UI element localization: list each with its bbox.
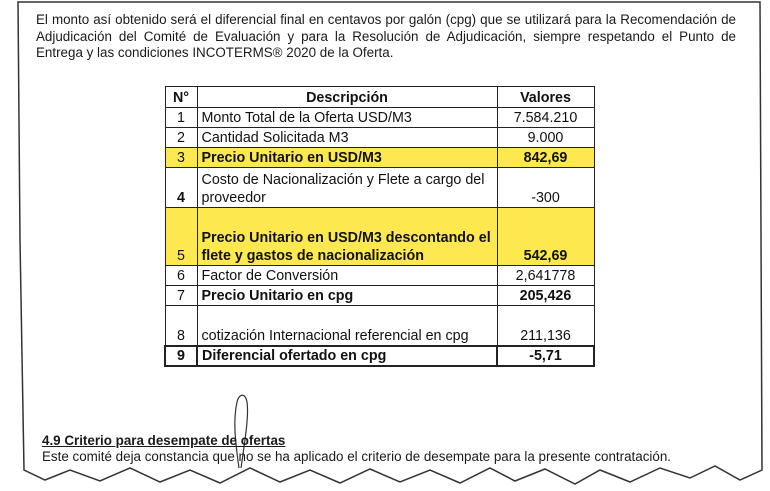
header-number: N° [165, 87, 197, 108]
row-value: 842,69 [497, 148, 594, 168]
table-row [165, 168, 594, 208]
row-number: 4 [165, 168, 197, 208]
table-row [165, 306, 594, 347]
row-value: 2,641778 [497, 266, 594, 286]
row-description: Precio Unitario en cpg [197, 286, 497, 306]
table-row-total [165, 346, 594, 366]
evaluation-table [164, 86, 595, 367]
table-row [165, 266, 594, 286]
row-value: 211,136 [497, 306, 594, 347]
section-body: Este comité deja constancia que no se ha aplicado el criterio de desempate para la presente contratación. [42, 449, 672, 464]
row-description: Cantidad Solicitada M3 [197, 128, 497, 148]
header-values: Valores [497, 87, 594, 108]
row-description: Costo de Nacionalización y Flete a cargo del proveedor [197, 168, 497, 208]
row-description: Factor de Conversión [197, 266, 497, 286]
table-row [165, 108, 594, 128]
row-number: 7 [165, 286, 197, 306]
table-row-highlighted [165, 208, 594, 266]
header-description: Descripción [197, 87, 497, 108]
row-number: 8 [165, 306, 197, 347]
row-number: 9 [165, 346, 197, 366]
section-title: 4.9 Criterio para desempate de ofertas [42, 433, 286, 448]
intro-paragraph: El monto así obtenido será el diferencial final en centavos por galón (cpg) que se utilizará para la Recomendación de Adjudicación del Comité de Evaluación y para la Resolución de Adjudicación, siempre respetando el Punto de Entrega y las condiciones INCOTERMS® 2020 de la Oferta. [36, 12, 736, 60]
table-row [165, 286, 594, 306]
row-description: Precio Unitario en USD/M3 [197, 148, 497, 168]
row-description: cotización Internacional referencial en cpg [197, 306, 497, 347]
row-number: 3 [165, 148, 197, 168]
row-number: 1 [165, 108, 197, 128]
table-row [165, 128, 594, 148]
row-value: -5,71 [497, 346, 594, 366]
row-value: 7.584.210 [497, 108, 594, 128]
row-description: Monto Total de la Oferta USD/M3 [197, 108, 497, 128]
row-value: -300 [497, 168, 594, 208]
row-description: Diferencial ofertado en cpg [197, 346, 497, 366]
row-value: 542,69 [497, 208, 594, 266]
table-row-highlighted [165, 148, 594, 168]
row-number: 5 [165, 208, 197, 266]
table-header-row [165, 87, 594, 108]
row-number: 2 [165, 128, 197, 148]
row-value: 9.000 [497, 128, 594, 148]
row-number: 6 [165, 266, 197, 286]
row-description: Precio Unitario en USD/M3 descontando el flete y gastos de nacionalización [197, 208, 497, 266]
row-value: 205,426 [497, 286, 594, 306]
